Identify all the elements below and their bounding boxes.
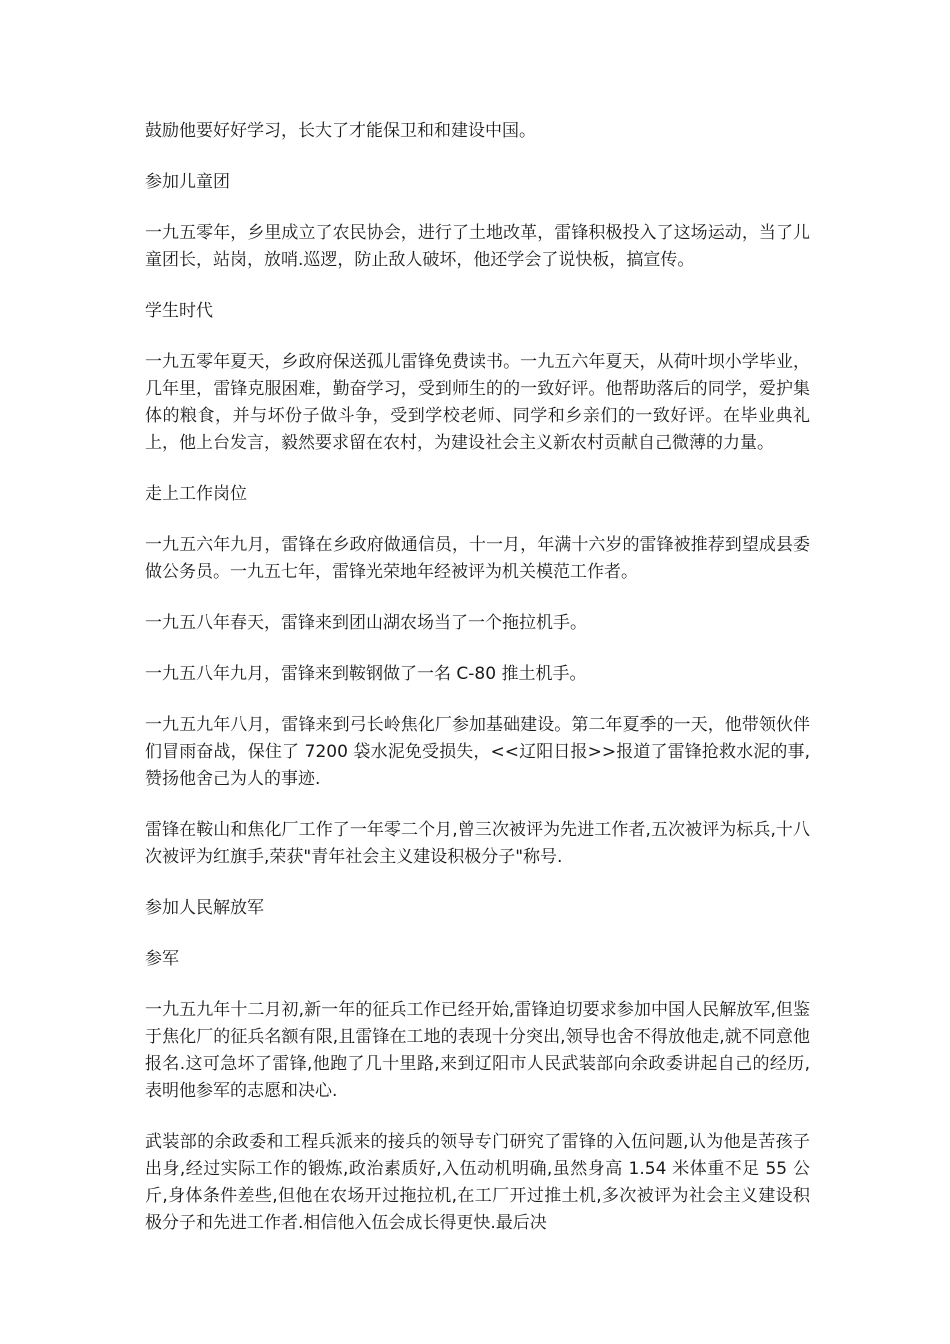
paragraph: 武装部的余政委和工程兵派来的接兵的领导专门研究了雷锋的入伍问题,认为他是苦孩子出身,经过实际工作的锻炼,政治素质好,入伍动机明确,虽然身高 1.54 米体重不足 55 公斤,身体条件差些,但他在农场开过拖拉机,在工厂开过推土机,多次被评为社会主义建设积极分子和先进工作者.相信他入伍会成长得更快.最后决 [145,1132,810,1233]
paragraph: 雷锋在鞍山和焦化厂工作了一年零二个月,曾三次被评为先进工作者,五次被评为标兵,十八次被评为红旗手,荣获"青年社会主义建设积极分子"称号. [145,820,810,867]
section-heading: 参加人民解放军 [145,898,264,918]
subsection-heading: 参军 [145,949,179,969]
section-heading: 参加儿童团 [145,172,230,192]
paragraph: 鼓励他要好好学习，长大了才能保卫和和建设中国。 [145,121,536,141]
paragraph: 一九五零年，乡里成立了农民协会，进行了土地改革，雷锋积极投入了这场运动，当了儿童团长，站岗，放哨.巡逻，防止敌人破坏，他还学会了说快板，搞宣传。 [145,223,810,270]
paragraph: 一九五八年春天，雷锋来到团山湖农场当了一个拖拉机手。 [145,613,587,633]
section-heading: 学生时代 [145,301,213,321]
paragraph: 一九五六年九月，雷锋在乡政府做通信员，十一月，年满十六岁的雷锋被推荐到望成县委做公务员。一九五七年，雷锋光荣地年经被评为机关模范工作者。 [145,535,810,582]
section-heading: 走上工作岗位 [145,484,247,504]
paragraph: 一九五八年九月，雷锋来到鞍钢做了一名 C-80 推土机手。 [145,664,587,684]
paragraph: 一九五九年八月，雷锋来到弓长岭焦化厂参加基础建设。第二年夏季的一天，他带领伙伴们冒雨奋战，保住了 7200 袋水泥免受损失，<<辽阳日报>>报道了雷锋抢救水泥的事,赞扬他舍己为人的事迹. [145,715,810,789]
document-page [145,118,810,1261]
paragraph: 一九五九年十二月初,新一年的征兵工作已经开始,雷锋迫切要求参加中国人民解放军,但鉴于焦化厂的征兵名额有限,且雷锋在工地的表现十分突出,领导也舍不得放他走,就不同意他报名.这可急坏了雷锋,他跑了几十里路,来到辽阳市人民武装部向余政委讲起自己的经历,表明他参军的志愿和决心. [145,1000,810,1101]
paragraph: 一九五零年夏天，乡政府保送孤儿雷锋免费读书。一九五六年夏天，从荷叶坝小学毕业，几年里，雷锋克服困难，勤奋学习，受到师生的的一致好评。他帮助落后的同学，爱护集体的粮食，并与坏份子做斗争，受到学校老师、同学和乡亲们的一致好评。在毕业典礼上，他上台发言，毅然要求留在农村，为建设社会主义新农村贡献自己微薄的力量。 [145,352,810,453]
